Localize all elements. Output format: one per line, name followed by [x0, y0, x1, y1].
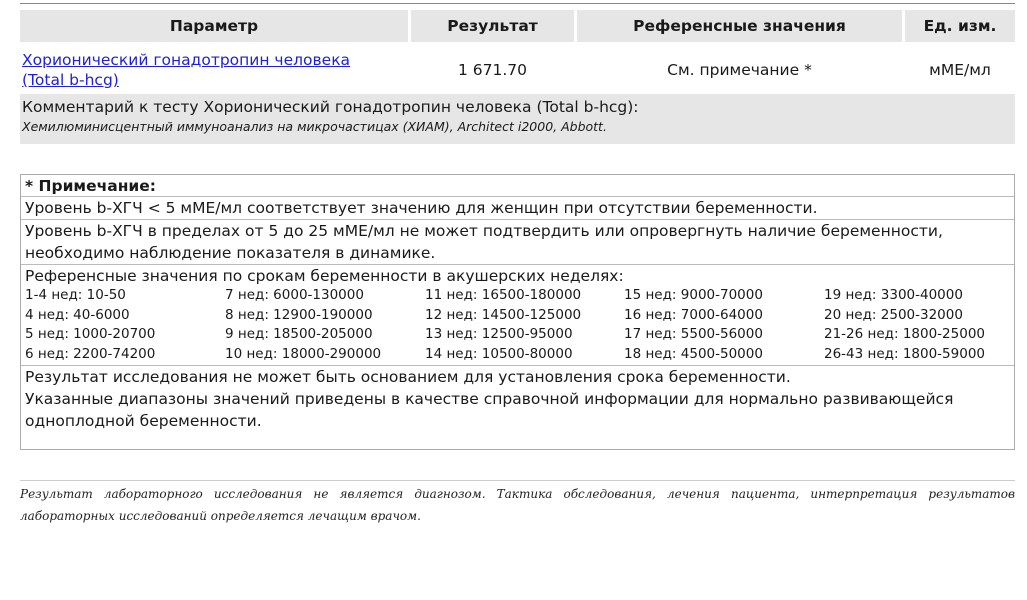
results-table — [20, 10, 1015, 96]
week-cell: 17 нед: 5500-56000 — [624, 326, 763, 342]
test-name-line2: (Total b-hcg) — [22, 71, 119, 89]
week-cell: 9 нед: 18500-205000 — [225, 326, 373, 342]
test-comment — [20, 94, 1015, 144]
note-line-4b: одноплодной беременности. — [25, 412, 262, 430]
weeks-title: Референсные значения по срокам беременности в акушерских неделях: — [25, 267, 624, 285]
week-cell: 10 нед: 18000-290000 — [225, 345, 382, 362]
week-cell: 14 нед: 10500-80000 — [425, 345, 573, 362]
week-cell: 16 нед: 7000-64000 — [624, 306, 763, 323]
note-line-2a: Уровень b-ХГЧ в пределах от 5 до 25 мМЕ/мл не может подтвердить или опровергнуть наличие беременности, — [25, 222, 943, 240]
reference-value: См. примечание * — [667, 61, 812, 79]
table-row — [20, 44, 1015, 96]
note-line-1: Уровень b-ХГЧ < 5 мМЕ/мл соответствует значению для женщин при отсутствии беременности. — [21, 197, 1014, 220]
header-param: Параметр — [20, 10, 408, 42]
note-line-2 — [21, 220, 1014, 265]
header-unit: Ед. изм. — [905, 10, 1015, 42]
result-value: 1 671.70 — [457, 61, 528, 79]
weeks-section — [21, 265, 1014, 366]
note-heading: * Примечание: — [21, 175, 1014, 197]
note-footer — [21, 366, 1014, 432]
week-cell: 26-43 нед: 1800-59000 — [824, 345, 985, 362]
unit-value: мМЕ/мл — [929, 61, 991, 79]
weeks-grid — [25, 286, 1010, 364]
week-cell: 13 нед: 12500-95000 — [425, 326, 573, 342]
week-cell: 8 нед: 12900-190000 — [225, 306, 373, 323]
note-line-4a: Указанные диапазоны значений приведены в качестве справочной информации для нормально развивающейся — [25, 390, 954, 408]
test-name-cell — [20, 44, 408, 96]
note-box — [20, 174, 1015, 450]
week-cell: 20 нед: 2500-32000 — [824, 306, 963, 323]
week-cell: 7 нед: 6000-130000 — [225, 287, 364, 303]
comment-method: Хемилюминисцентный иммуноанализ на микрочастицах (ХИАМ), Architect i2000, Abbott. — [22, 119, 607, 134]
top-divider — [20, 0, 1015, 4]
week-cell: 12 нед: 14500-125000 — [425, 306, 582, 323]
week-cell: 21-26 нед: 1800-25000 — [824, 326, 985, 342]
header-result: Результат — [411, 10, 574, 42]
disclaimer: Результат лабораторного исследования не является диагнозом. Тактика обследования, лечения пациента, интерпретация результатов лабораторных исследований определяется лечащим врачом. — [20, 480, 1015, 527]
week-cell: 6 нед: 2200-74200 — [25, 345, 156, 362]
header-reference: Референсные значения — [577, 10, 902, 42]
week-cell: 15 нед: 9000-70000 — [624, 287, 763, 303]
table-header — [20, 10, 1015, 42]
week-cell: 11 нед: 16500-180000 — [425, 287, 582, 303]
note-line-3: Результат исследования не может быть основанием для установления срока беременности. — [25, 368, 791, 386]
comment-title: Комментарий к тесту Хорионический гонадотропин человека (Total b-hcg): — [22, 98, 639, 116]
week-cell: 19 нед: 3300-40000 — [824, 287, 963, 303]
test-name-line1: Хорионический гонадотропин человека — [22, 51, 351, 69]
week-cell: 18 нед: 4500-50000 — [624, 345, 763, 362]
week-cell: 4 нед: 40-6000 — [25, 306, 130, 323]
test-name-link[interactable] — [22, 50, 350, 90]
week-cell: 1-4 нед: 10-50 — [25, 287, 126, 303]
week-cell: 5 нед: 1000-20700 — [25, 326, 156, 342]
note-line-2b: необходимо наблюдение показателя в динамике. — [25, 244, 436, 262]
